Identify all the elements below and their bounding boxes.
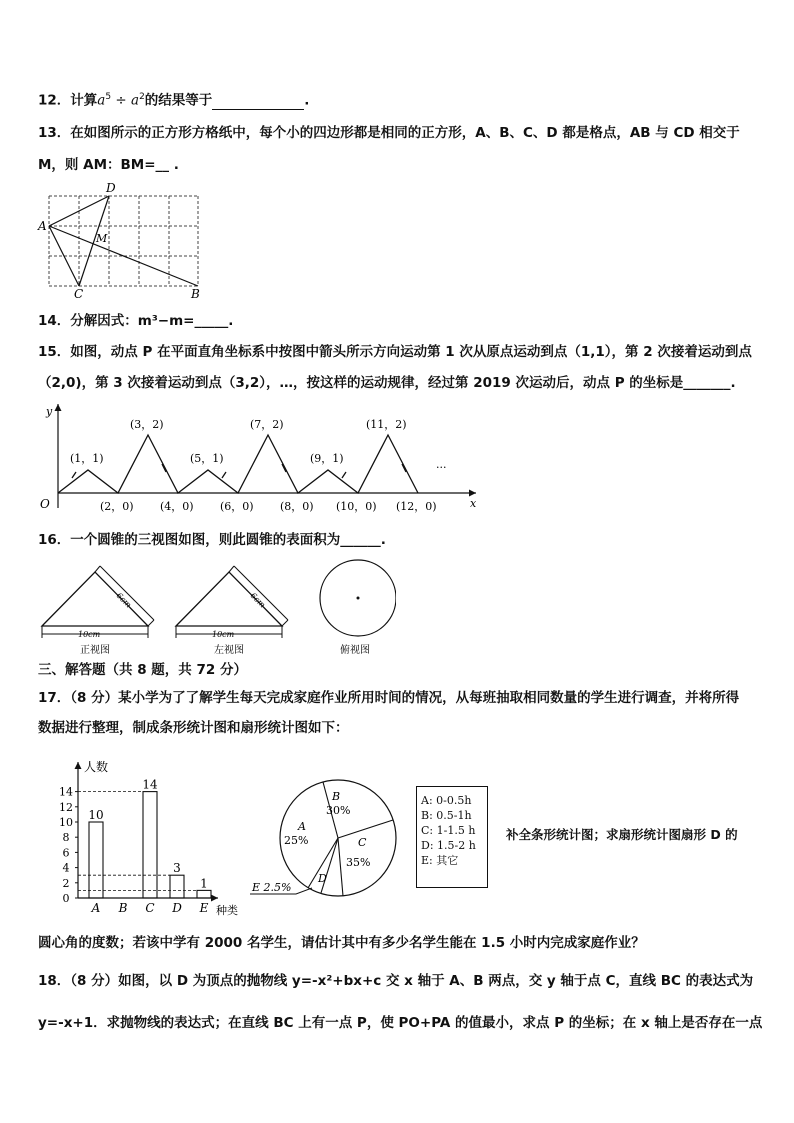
q12-end: . xyxy=(304,92,310,109)
y-tick-label: 0 xyxy=(62,892,70,905)
q13-label-a: A xyxy=(38,219,47,233)
q16-front-slant: 6cm xyxy=(114,591,134,610)
q12-expr-exp2: 2 xyxy=(139,92,145,102)
y-tick-label: 12 xyxy=(59,800,73,814)
q15-y-label: y xyxy=(46,405,53,418)
q17-bar-chart xyxy=(40,754,260,920)
q13-label-m: M xyxy=(96,232,108,245)
pie-label-e: E 2.5% xyxy=(252,881,292,894)
q16-top-label: 俯视图 xyxy=(340,645,370,656)
q12-expr-exp1: 5 xyxy=(105,92,112,102)
legend-item: B: 0.5-1h xyxy=(421,809,472,822)
y-tick-label: 10 xyxy=(59,816,73,829)
q15-bottom-point: (6，0) xyxy=(220,500,254,513)
q15-top-labels xyxy=(70,418,407,465)
q15-line1: 15．如图，动点 P 在平面直角坐标系中按图中箭头所示方向运动第 1 次从原点运动到点（1,1），第 2 次接着运动到点 xyxy=(38,344,752,360)
q15-line2: （2,0)，第 3 次接着运动到点（3,2），…，按这样的运动规律，经过第 2019 次运动后，动点 P 的坐标是_______. xyxy=(38,375,736,391)
pie-label-b: B xyxy=(332,790,341,803)
q14-line: 14．分解因式：m³−m=_____. xyxy=(38,313,234,329)
q12-line xyxy=(38,88,309,110)
bar xyxy=(89,822,103,898)
q12-number: 12． xyxy=(38,92,71,109)
pie-label-c: C xyxy=(358,836,367,849)
category-label: D xyxy=(172,901,182,915)
q15-origin: O xyxy=(40,497,50,511)
q17-line1: 17．（8 分）某小学为了了解学生每天完成家庭作业所用时间的情况，从每班抽取相同数量的学生进行调查，并将所得 xyxy=(38,690,740,706)
bar-data-label: 3 xyxy=(173,861,181,876)
q15-bottom-point: (12，0) xyxy=(396,500,437,513)
bar-chart-ylabel: 人数 xyxy=(84,760,109,774)
category-label: B xyxy=(118,901,128,915)
q16-front-base: 10cm xyxy=(78,630,101,639)
q13-line1: 13．在如图所示的正方形方格纸中，每个小的四边形都是相同的正方形，A、B、C、D 都是格点，AB 与 CD 相交于 xyxy=(38,125,740,141)
q15-bottom-point: (2，0) xyxy=(100,500,134,513)
q15-top-point: (9，1) xyxy=(310,452,344,465)
q12-tail: 的结果等于 xyxy=(144,92,213,109)
bar-data-label: 14 xyxy=(142,777,158,792)
q17-side-text: 补全条形统计图；求扇形统计图扇形 D 的 xyxy=(506,827,738,842)
bar xyxy=(170,875,184,898)
pie-pct-a: 25% xyxy=(284,834,309,847)
q15-x-label: x xyxy=(470,497,477,510)
category-label: E xyxy=(199,901,209,915)
q15-path xyxy=(58,435,418,493)
q12-answer-blank[interactable] xyxy=(212,95,304,110)
y-tick-label: 8 xyxy=(62,831,70,845)
category-label: C xyxy=(145,901,155,915)
q16-left-slant: 6cm xyxy=(248,591,268,610)
q13-grid-figure xyxy=(36,180,216,300)
legend-item: D: 1.5-2 h xyxy=(421,839,476,852)
bar-data-label: 1 xyxy=(200,876,208,891)
bar-data-label: 10 xyxy=(88,808,104,822)
y-tick-label: 6 xyxy=(62,846,70,860)
q16-top-view xyxy=(320,560,396,656)
q13-segments xyxy=(49,196,198,286)
legend-item: C: 1-1.5 h xyxy=(421,824,476,837)
q15-top-point: (11，2) xyxy=(366,418,407,431)
bar-chart-y-ticks xyxy=(59,786,78,905)
q12-text: 计算 xyxy=(70,92,98,109)
pie-pct-c: 35% xyxy=(346,856,371,869)
q15-top-point: (7，2) xyxy=(250,418,284,431)
q18-line1: 18．（8 分）如图，以 D 为顶点的抛物线 y=-x²+bx+c 交 x 轴于 A、B 两点，交 y 轴于点 C，直线 BC 的表达式为 xyxy=(38,973,754,989)
q16-line: 16．一个圆锥的三视图如图，则此圆锥的表面积为______. xyxy=(38,532,386,548)
q15-bottom-point: (8，0) xyxy=(280,500,314,513)
bar xyxy=(197,890,211,898)
q15-top-point: (3，2) xyxy=(130,418,164,431)
pie-label-d: D xyxy=(318,872,327,885)
q17-line3: 圆心角的度数；若该中学有 2000 名学生，请估计其中有多少名学生能在 1.5 小时内完成家庭作业？ xyxy=(38,935,645,951)
section-header: 三、解答题（共 8 题，共 72 分） xyxy=(38,662,247,678)
q13-grid-lines xyxy=(49,196,198,286)
q16-left-base: 10cm xyxy=(212,630,235,639)
q12-expr-div: ÷ xyxy=(111,92,131,109)
y-tick-label: 2 xyxy=(62,876,70,890)
pie-pct-b: 30% xyxy=(326,804,351,817)
q13-line2: M，则 AM：BM=__ . xyxy=(38,157,179,173)
q13-label-b: B xyxy=(191,287,200,300)
q17-line2: 数据进行整理，制成条形统计图和扇形统计图如下： xyxy=(38,720,349,736)
q15-bottom-labels xyxy=(100,500,437,513)
q17-legend xyxy=(416,786,488,888)
q16-front-view xyxy=(42,566,154,656)
q16-three-views-figure xyxy=(36,558,396,658)
q17-pie-chart xyxy=(246,770,410,900)
legend-item: E: 其它 xyxy=(421,854,459,867)
bar xyxy=(143,792,157,898)
q15-bottom-point: (10，0) xyxy=(336,500,377,513)
q18-line2: y=-x+1．求抛物线的表达式；在直线 BC 上有一点 P，使 PO+PA 的值最小，求点 P 的坐标；在 x 轴上是否存在一点 xyxy=(38,1015,763,1031)
q16-left-view xyxy=(176,566,288,656)
q15-bottom-point: (4，0) xyxy=(160,500,194,513)
bar-chart-xlabel: 种类 xyxy=(216,904,238,917)
bar-chart-bars xyxy=(78,778,211,898)
y-tick-label: 4 xyxy=(62,861,70,875)
q16-left-label: 左视图 xyxy=(214,645,244,656)
q13-label-d: D xyxy=(106,181,116,195)
y-tick-label: 14 xyxy=(59,785,73,799)
q12-expr-a: a xyxy=(97,92,106,109)
q15-top-point: (1，1) xyxy=(70,452,104,465)
category-label: A xyxy=(91,901,101,915)
legend-item: A: 0-0.5h xyxy=(421,794,472,807)
q15-ellipsis: ··· xyxy=(436,461,447,474)
q16-front-label: 正视图 xyxy=(80,645,110,656)
q15-top-point: (5，1) xyxy=(190,452,224,465)
q12-expr-b: a xyxy=(131,92,140,109)
q15-zigzag-figure xyxy=(36,398,486,518)
bar-chart-categories xyxy=(91,901,209,915)
q13-label-c: C xyxy=(74,287,84,300)
q15-arrow-ticks xyxy=(72,464,406,478)
pie-label-a: A xyxy=(298,820,306,833)
